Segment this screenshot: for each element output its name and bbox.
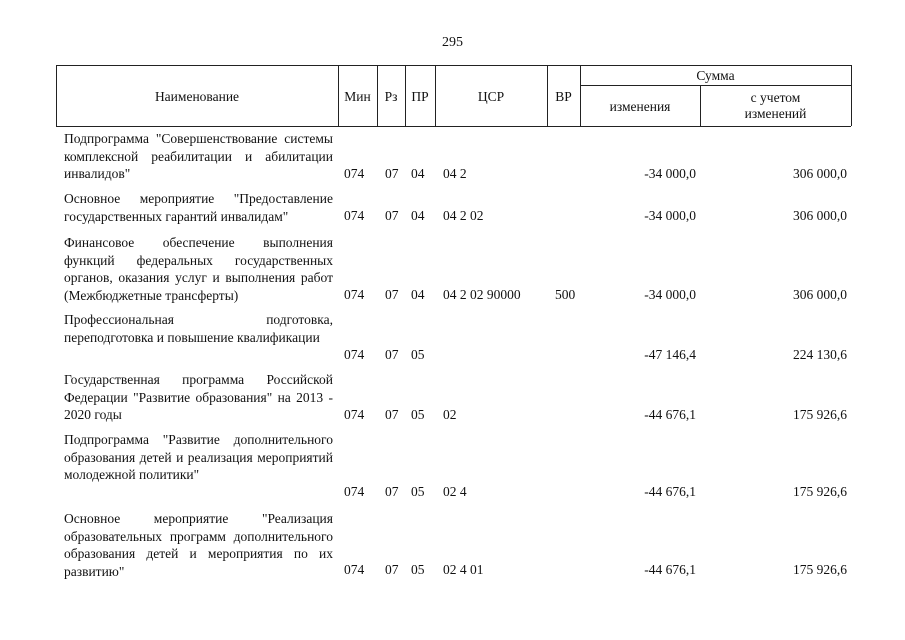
header-rz: Рз <box>384 89 398 104</box>
header-min: Мин <box>344 89 371 104</box>
row-csr: 04 2 02 90000 <box>443 287 521 302</box>
row-change: -44 676,1 <box>644 407 696 422</box>
row-min: 074 <box>344 407 365 422</box>
row-min: 074 <box>344 287 365 302</box>
row-min: 074 <box>344 562 365 577</box>
row-pr: 04 <box>411 208 425 223</box>
row-name: Основное мероприятие "Реализация образовательных программ дополнительного образования детей и мероприятия по их развитию" <box>64 511 333 579</box>
row-total: 306 000,0 <box>793 287 847 302</box>
header-bottom-border <box>56 126 851 127</box>
row-min: 074 <box>344 484 365 499</box>
row-total: 306 000,0 <box>793 208 847 223</box>
row-name: Государственная программа Российской Федерации "Развитие образования" на 2013 - 2020 годы <box>64 372 333 422</box>
row-name: Подпрограмма "Развитие дополнительного образования детей и реализация мероприятий молодежной политики" <box>64 432 333 482</box>
row-change: -44 676,1 <box>644 484 696 499</box>
header-name: Наименование <box>154 89 240 104</box>
row-rz: 07 <box>385 407 399 422</box>
row-min: 074 <box>344 347 365 362</box>
row-min: 074 <box>344 166 365 181</box>
row-rz: 07 <box>385 287 399 302</box>
page-number: 295 <box>442 35 463 50</box>
row-total: 175 926,6 <box>793 484 847 499</box>
header-with-change-line2: изменений <box>744 106 807 121</box>
header-change: изменения <box>609 99 671 114</box>
header-csr: ЦСР <box>477 89 505 104</box>
row-change: -44 676,1 <box>644 562 696 577</box>
row-name: Подпрограмма "Совершенствование системы комплексной реабилитации и абилитации инвалидов" <box>64 131 333 181</box>
header-with-change-line1: с учетом <box>750 90 801 105</box>
row-pr: 05 <box>411 562 425 577</box>
col-border <box>851 65 852 126</box>
row-change: -34 000,0 <box>644 208 696 223</box>
row-csr: 02 4 <box>443 484 467 499</box>
row-csr: 02 <box>443 407 457 422</box>
header-top-border <box>56 65 851 66</box>
row-csr: 04 2 02 <box>443 208 484 223</box>
row-pr: 05 <box>411 407 425 422</box>
header-pr: ПР <box>411 89 429 104</box>
row-name: Профессиональная подготовка, переподготовка и повышение квалификации <box>64 312 333 345</box>
row-rz: 07 <box>385 347 399 362</box>
row-csr: 04 2 <box>443 166 467 181</box>
header-vr: ВР <box>555 89 572 104</box>
row-change: -34 000,0 <box>644 166 696 181</box>
row-pr: 04 <box>411 287 425 302</box>
row-total: 175 926,6 <box>793 407 847 422</box>
row-pr: 05 <box>411 484 425 499</box>
row-rz: 07 <box>385 166 399 181</box>
row-name: Финансовое обеспечение выполнения функций федеральных государственных органов, оказания услуг и выполнения работ (Межбюджетные трансферты) <box>64 235 333 303</box>
row-rz: 07 <box>385 208 399 223</box>
row-total: 175 926,6 <box>793 562 847 577</box>
row-name: Основное мероприятие "Предоставление государственных гарантий инвалидам" <box>64 191 333 224</box>
header-sum: Сумма <box>696 68 735 83</box>
row-change: -34 000,0 <box>644 287 696 302</box>
row-pr: 04 <box>411 166 425 181</box>
row-change: -47 146,4 <box>644 347 696 362</box>
row-min: 074 <box>344 208 365 223</box>
sum-divider <box>580 85 851 86</box>
row-total: 306 000,0 <box>793 166 847 181</box>
row-rz: 07 <box>385 562 399 577</box>
row-rz: 07 <box>385 484 399 499</box>
row-vr: 500 <box>555 287 576 302</box>
row-pr: 05 <box>411 347 425 362</box>
row-total: 224 130,6 <box>793 347 847 362</box>
row-csr: 02 4 01 <box>443 562 484 577</box>
